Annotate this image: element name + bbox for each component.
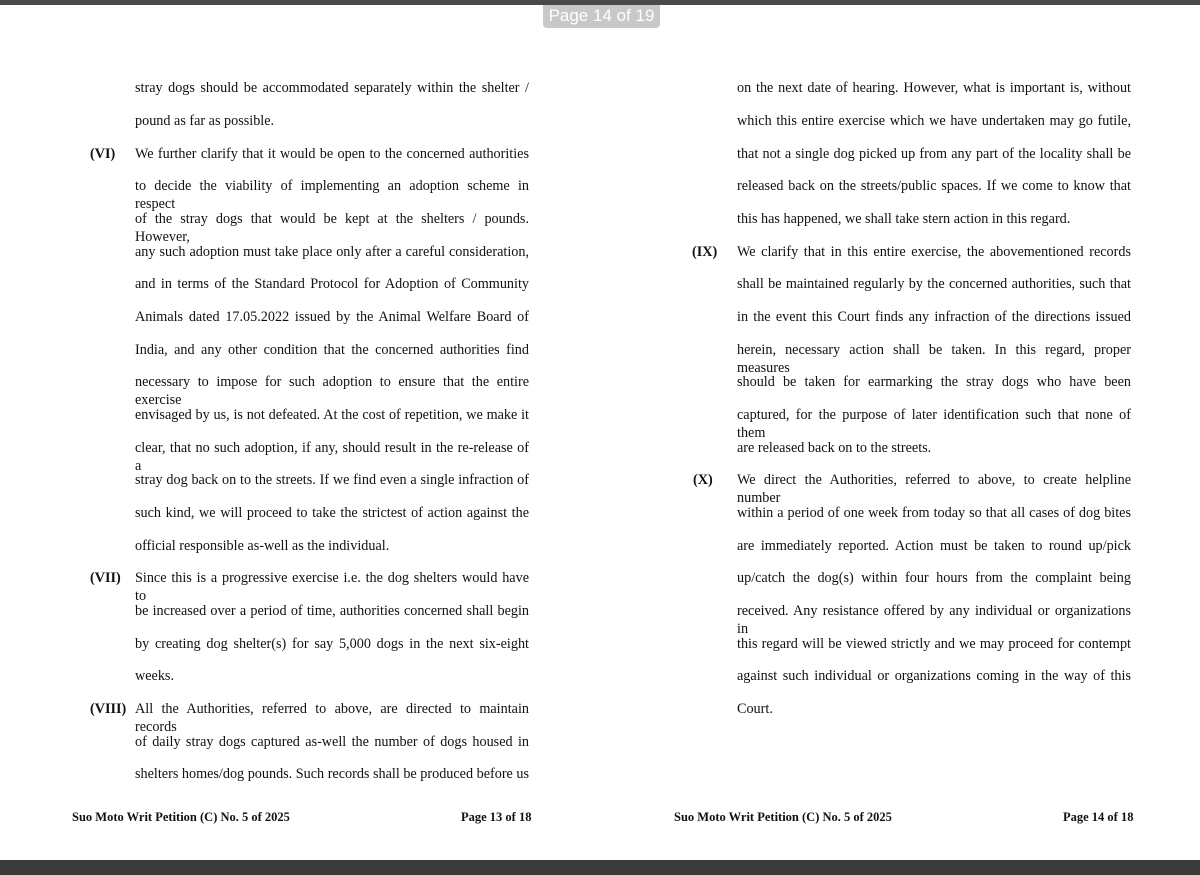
text-line: of the stray dogs that would be kept at the shelters / pounds. However, xyxy=(135,211,529,245)
text-line: against such individual or organizations coming in the way of this xyxy=(737,668,1131,684)
text-line: on the next date of hearing. However, what is important is, without xyxy=(737,80,1131,96)
text-line: up/catch the dog(s) within four hours from the complaint being xyxy=(737,570,1131,586)
document-page-14 xyxy=(600,0,1200,860)
footer-page-number: Page 13 of 18 xyxy=(461,810,532,824)
text-line: are released back on to the streets. xyxy=(737,440,932,456)
footer-case-title: Suo Moto Writ Petition (C) No. 5 of 2025 xyxy=(674,810,892,824)
text-line: such kind, we will proceed to take the strictest of action against the xyxy=(135,505,529,521)
para-number-vi: (VI) xyxy=(90,146,116,162)
text-line: We direct the Authorities, referred to above, to create helpline number xyxy=(737,472,1131,506)
text-line: within a period of one week from today so that all cases of dog bites xyxy=(737,505,1131,521)
para-number-x: (X) xyxy=(693,472,713,488)
text-line: pound as far as possible. xyxy=(135,113,275,129)
text-line: stray dogs should be accommodated separately within the shelter / xyxy=(135,80,529,96)
text-line: shelters homes/dog pounds. Such records shall be produced before us xyxy=(135,766,530,782)
text-line: herein, necessary action shall be taken. In this regard, proper measures xyxy=(737,342,1131,376)
text-line: India, and any other condition that the concerned authorities find xyxy=(135,342,529,358)
text-line: envisaged by us, is not defeated. At the cost of repetition, we make it xyxy=(135,407,529,423)
viewer-bottom-bar xyxy=(0,860,1200,875)
text-line: released back on the streets/public spaces. If we come to know that xyxy=(737,178,1131,194)
text-line: which this entire exercise which we have undertaken may go futile, xyxy=(737,113,1131,129)
text-line: this has happened, we shall take stern action in this regard. xyxy=(737,211,1071,227)
text-line: shall be maintained regularly by the concerned authorities, such that xyxy=(737,276,1131,292)
page-indicator: Page 14 of 19 xyxy=(543,5,660,28)
text-line: and in terms of the Standard Protocol for Adoption of Community xyxy=(135,276,529,292)
text-line: received. Any resistance offered by any individual or organizations in xyxy=(737,603,1131,637)
text-line: to decide the viability of implementing an adoption scheme in respect xyxy=(135,178,529,212)
para-number-viii: (VIII) xyxy=(90,701,127,717)
footer-case-title: Suo Moto Writ Petition (C) No. 5 of 2025 xyxy=(72,810,290,824)
text-line: Court. xyxy=(737,701,773,717)
text-line: by creating dog shelter(s) for say 5,000 dogs in the next six-eight xyxy=(135,636,529,652)
text-line: Animals dated 17.05.2022 issued by the Animal Welfare Board of xyxy=(135,309,529,325)
text-line: captured, for the purpose of later identification such that none of them xyxy=(737,407,1131,441)
text-line: are immediately reported. Action must be taken to round up/pick xyxy=(737,538,1131,554)
text-line: any such adoption must take place only after a careful consideration, xyxy=(135,244,529,260)
text-line: necessary to impose for such adoption to ensure that the entire exercise xyxy=(135,374,529,408)
text-line: We further clarify that it would be open to the concerned authorities xyxy=(135,146,529,162)
text-line: clear, that no such adoption, if any, should result in the re-release of a xyxy=(135,440,529,474)
para-number-vii: (VII) xyxy=(90,570,121,586)
text-line: official responsible as-well as the individual. xyxy=(135,538,390,554)
text-line: All the Authorities, referred to above, are directed to maintain records xyxy=(135,701,529,735)
text-line: weeks. xyxy=(135,668,175,684)
text-line: should be taken for earmarking the stray dogs who have been xyxy=(737,374,1131,390)
text-line: be increased over a period of time, authorities concerned shall begin xyxy=(135,603,529,619)
document-page-13 xyxy=(0,0,600,860)
text-line: We clarify that in this entire exercise, the abovementioned records xyxy=(737,244,1131,260)
text-line: that not a single dog picked up from any part of the locality shall be xyxy=(737,146,1131,162)
text-line: Since this is a progressive exercise i.e. the dog shelters would have to xyxy=(135,570,529,604)
para-number-ix: (IX) xyxy=(692,244,718,260)
text-line: of daily stray dogs captured as-well the number of dogs housed in xyxy=(135,734,529,750)
text-line: this regard will be viewed strictly and we may proceed for contempt xyxy=(737,636,1131,652)
text-line: in the event this Court finds any infraction of the directions issued xyxy=(737,309,1131,325)
text-line: stray dog back on to the streets. If we find even a single infraction of xyxy=(135,472,529,488)
footer-page-number: Page 14 of 18 xyxy=(1063,810,1134,824)
